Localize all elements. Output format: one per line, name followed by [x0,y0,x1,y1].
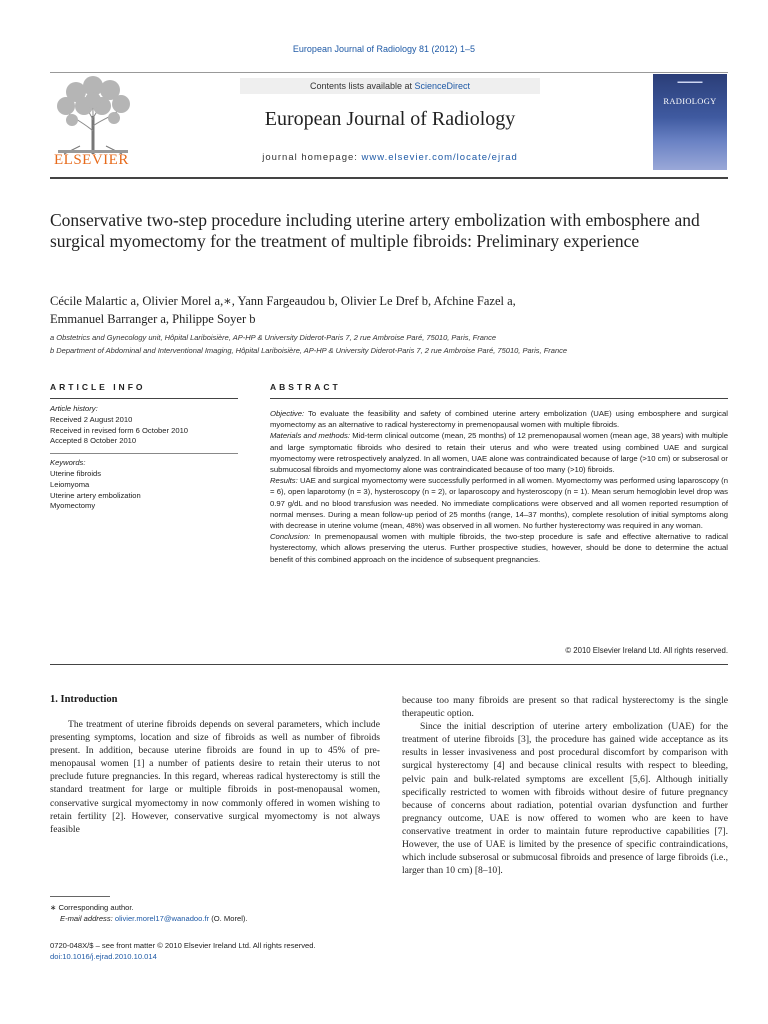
email-link[interactable]: olivier.morel17@wanadoo.fr [114,914,210,923]
article-info-rule [50,398,238,399]
intro-paragraph-3: Since the initial description of uterine artery embolization (UAE) for the treatment of uterine fibroids [3], the procedure has gained wide acceptance as its results in lesser invasiveness and post procedural discomfort by comparison with surgical hysterectomy [4] and because clinical results with respect to bleeding, pelvic pain and bulk-related symptoms are excellent [5,6]. Although initially specifically restricted to women with fibroids without desire of future pregnancy because of concerns about radiation, potential ovarian dysfunction and further pregnancy outcome, UAE is now offered to women who are keen to have conservative treatment in order to maintain future reproductive capabilities [7]. However, the use of UAE is limited by the presence of specific contraindications, which include subserosal or submucosal fibroids and presence of large fibroids (i.e., larger than 10 cm) [8–10]. [402,721,728,877]
authors-line-2: Emmanuel Barranger a, Philippe Soyer b [50,312,256,326]
cover-title: RADIOLOGY [663,96,717,106]
results-text: UAE and surgical myomectomy were successfully performed in all women. Myomectomy was performed using laparoscopy (n = 6), open laparotomy (n = 3), hysteroscopy (n = 2), or laparoscopy and hysteroscopy (n = 1). Mean serum hemoglobin level drop was 0.97 g/dL and no blood transfusion was needed. No immediate complications were observed and all women reported resumption of normal menses. During a mean follow-up period of 25 months (range, 14–37 months), complete resolution of initial symptoms along with decrease in uterine volume (mean, 48%) was observed in all women. No further hysterectomy was required in any woman. [270,476,728,531]
conclusion-text: In premenopausal women with multiple fibroids, the two-step procedure is safe and effective alternative to radical hysterectomy, which allows preserving the uterus. Further prospective studies, however, should be done to determine the actual benefit of this combined approach on the incidence of subsequent pregnancies. [270,532,728,564]
keywords-label: Keywords: [50,458,86,468]
intro-paragraph-1: The treatment of uterine fibroids depends on several parameters, which include presenting symptoms, location and size of fibroids as well as number of fibroids present. In addition, because uterine fibroids are found in up to 45% of pre-menopausal women [1] a number of patients desire to retain their uterus to not preclude future pregnancies. In this regard, whereas radical hysterectomy is still the standard treatment for large or multiple fibroids in post-menopausal women, conservative surgical myomectomy in now commonly offered in women wishing to retain fertility [2]. However, conservative surgical myomectomy is not always feasible [50,719,380,835]
keyword-item: Uterine artery embolization [50,490,141,500]
info-divider [50,453,238,454]
keyword-item: Leiomyoma [50,479,90,489]
abstract-methods [270,430,728,475]
affiliation-b: b Department of Abdominal and Interventional Imaging, Hôpital Lariboisière, AP-HP & University Diderot-Paris 7, 2 rue Ambroise Paré, 75010, Paris, France [50,346,568,355]
methods-label: Materials and methods: [270,431,351,441]
objective-text: To evaluate the feasibility and safety of combined uterine artery embolization (UAE) using embosphere and surgical myomectomy as an alternative to radical hysterectomy in premenopausal women with multiple fibroids. [270,409,728,430]
corresponding-author-note: ∗ Corresponding author. [50,903,134,912]
results-label: Results: [270,476,298,486]
email-label: E-mail address: [60,914,115,923]
section-1-heading: 1. Introduction [50,694,118,705]
authors-line-1: Cécile Malartic a, Olivier Morel a,∗, Yann Fargeaudou b, Olivier Le Dref b, Afchine Fazel a, [50,294,516,308]
history-label: Article history: [50,404,98,413]
objective-label: Objective: [270,409,305,418]
email-suffix: (O. Morel). [209,914,248,923]
homepage-link[interactable]: www.elsevier.com/locate/ejrad [361,152,518,163]
abstract-results [270,475,728,531]
abstract-conclusion [270,531,728,565]
history-accepted: Accepted 8 October 2010 [50,436,137,446]
abstract-bottom-rule [50,664,728,665]
conclusion-label: Conclusion: [270,532,311,542]
article-info-heading: ARTICLE INFO [50,382,146,392]
body-column-left [50,718,380,836]
article-info [50,404,238,512]
contents-prefix: Contents lists available at [309,81,415,91]
abstract-rule [270,398,728,399]
journal-title: European Journal of Radiology [264,108,516,130]
publisher-logo-text: ELSEVIER [54,152,129,168]
author-list [50,292,730,328]
issn-line: 0720-048X/$ – see front matter © 2010 Elsevier Ireland Ltd. All rights reserved. [50,941,316,950]
history-received: Received 2 August 2010 [50,414,133,424]
keyword-item: Myomectomy [50,501,96,511]
journal-homepage [180,152,600,163]
abstract-objective [270,408,728,430]
contents-availability [240,78,540,94]
sciencedirect-link[interactable]: ScienceDirect [414,81,471,91]
journal-reference[interactable]: European Journal of Radiology 81 (2012) 1–5 [292,44,476,54]
article-title: Conservative two-step procedure including uterine artery embolization with embosphere and surgical myomectomy for the treatment of multiple fibroids: Preliminary experience [50,210,700,251]
homepage-prefix: journal homepage: [262,152,362,163]
email-note [50,913,390,924]
doi-line [50,951,380,962]
elsevier-tree-logo [52,76,134,156]
keyword-item: Uterine fibroids [50,468,102,478]
abstract-heading: ABSTRACT [270,382,341,392]
history-revised: Received in revised form 6 October 2010 [50,425,189,435]
affiliation-a: a Obstetrics and Gynecology unit, Hôpital Lariboisière, AP-HP & University Diderot-Paris 7, 2 rue Ambroise Paré, 75010, Paris, France [50,333,497,342]
journal-cover-image [653,74,727,170]
intro-paragraph-2: because too many fibroids are present so that radical hysterectomy is the single therapeutic option. [402,695,728,720]
abstract-body [270,408,728,565]
doi-link[interactable]: doi:10.1016/j.ejrad.2010.10.014 [50,952,157,961]
body-column-right [402,694,728,877]
abstract-copyright: © 2010 Elsevier Ireland Ltd. All rights reserved. [565,646,728,655]
methods-text: Mid-term clinical outcome (mean, 25 months) of 12 premenopausal women (mean age, 38 years) with multiple and large symptomatic fibroids who desired to retain their uterus and who were treated using combined UAE and surgical myomectomy were retrospectively analyzed. In all women, UAE alone was contraindicated because of large (>10 cm) or subserosal or submucosal fibroids and myomectomy alone was contraindicated because of too many (>10) fibroids. [270,431,729,475]
footnote-rule [50,896,110,897]
cover-header-strip: ▬▬▬▬▬ [677,80,703,85]
